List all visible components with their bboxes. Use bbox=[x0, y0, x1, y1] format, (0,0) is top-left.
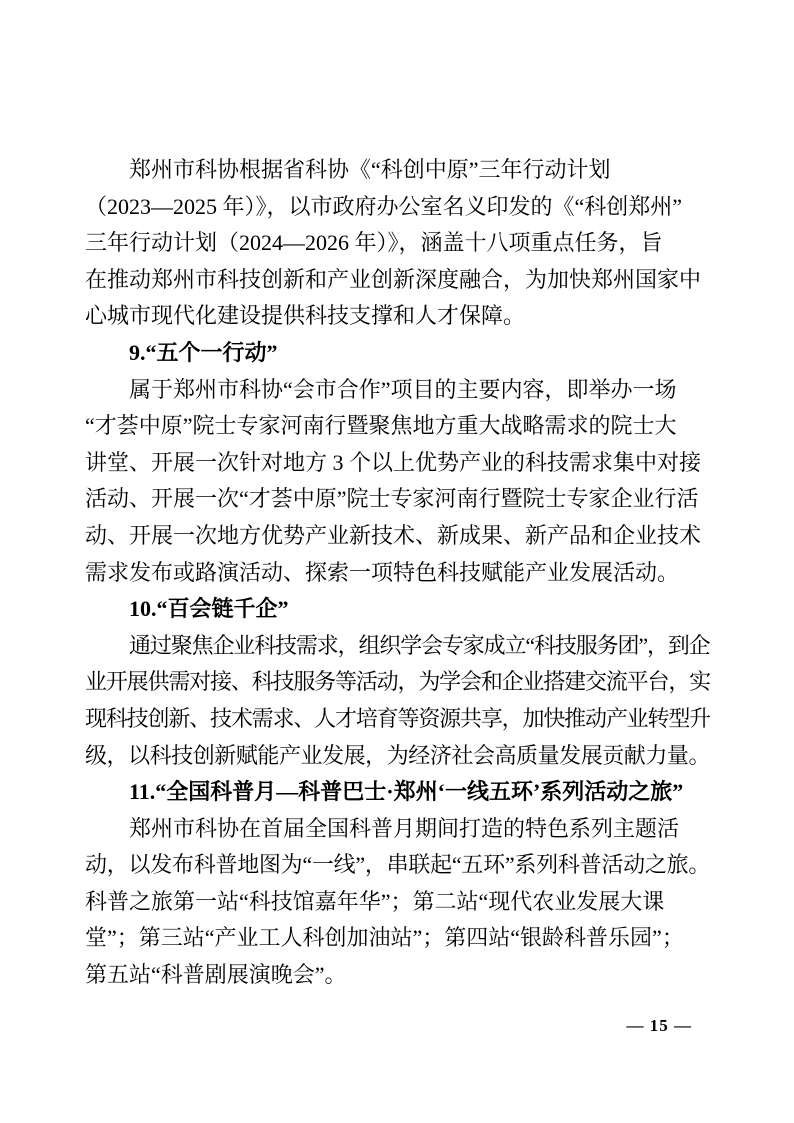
text-line: 第五站“科普剧展演晚会”。 bbox=[85, 962, 347, 988]
text-line: 动，以发布科普地图为“一线”，串联起“五环”系列科普活动之旅。 bbox=[85, 852, 711, 878]
text-line: 业开展供需对接、科技服务等活动，为学会和企业搭建交流平台，实 bbox=[85, 669, 711, 695]
text-line: 现科技创新、技术需求、人才培育等资源共享，加快推动产业转型升 bbox=[85, 705, 711, 731]
text-line: 活动、开展一次“才荟中原”院士专家河南行暨院士专家企业行活 bbox=[85, 486, 699, 512]
section-heading: 10.“百会链千企” bbox=[129, 596, 289, 622]
text-line: 动、开展一次地方优势产业新技术、新成果、新产品和企业技术 bbox=[85, 522, 702, 548]
text-line: 郑州市科协根据省科协《“科创中原”三年行动计划 bbox=[129, 157, 611, 182]
section-heading: 11.“全国科普月—科普巴士·郑州‘一线五环’系列活动之旅” bbox=[129, 779, 684, 805]
text-line: （2023—2025 年）》，以市政府办公室名义印发的《“科创郑州” bbox=[85, 193, 683, 219]
text-line: 通过聚焦企业科技需求，组织学会专家成立“科技服务团”，到企 bbox=[129, 632, 710, 658]
text-line: 三年行动计划（2024—2026 年）》，涵盖十八项重点任务，旨 bbox=[85, 230, 663, 256]
section-heading: 9.“五个一行动” bbox=[129, 339, 278, 365]
text-line: 需求发布或路演活动、探索一项特色科技赋能产业发展活动。 bbox=[85, 559, 680, 585]
text-line: 属于郑州市科协“会市合作”项目的主要内容，即举办一场 bbox=[129, 376, 677, 402]
document-body bbox=[85, 152, 710, 994]
page-number: — 15 — bbox=[626, 1016, 692, 1035]
text-line: 讲堂、开展一次针对地方 3 个以上优势产业的科技需求集中对接 bbox=[85, 449, 702, 475]
text-line: 科普之旅第一站“科技馆嘉年华”；第二站“现代农业发展大课 bbox=[85, 888, 665, 914]
text-line: 在推动郑州市科技创新和产业创新深度融合，为加快郑州国家中 bbox=[85, 266, 702, 292]
text-line: 堂”；第三站“产业工人科创加油站”；第四站“银龄科普乐园”； bbox=[85, 925, 684, 951]
text-line: 级，以科技创新赋能产业发展，为经济社会高质量发展贡献力量。 bbox=[85, 742, 711, 768]
text-line: 心城市现代化建设提供科技支撑和人才保障。 bbox=[85, 303, 526, 329]
text-line: 郑州市科协在首届全国科普月期间打造的特色系列主题活 bbox=[129, 815, 680, 841]
text-line: “才荟中原”院士专家河南行暨聚焦地方重大战略需求的院士大 bbox=[85, 413, 677, 439]
